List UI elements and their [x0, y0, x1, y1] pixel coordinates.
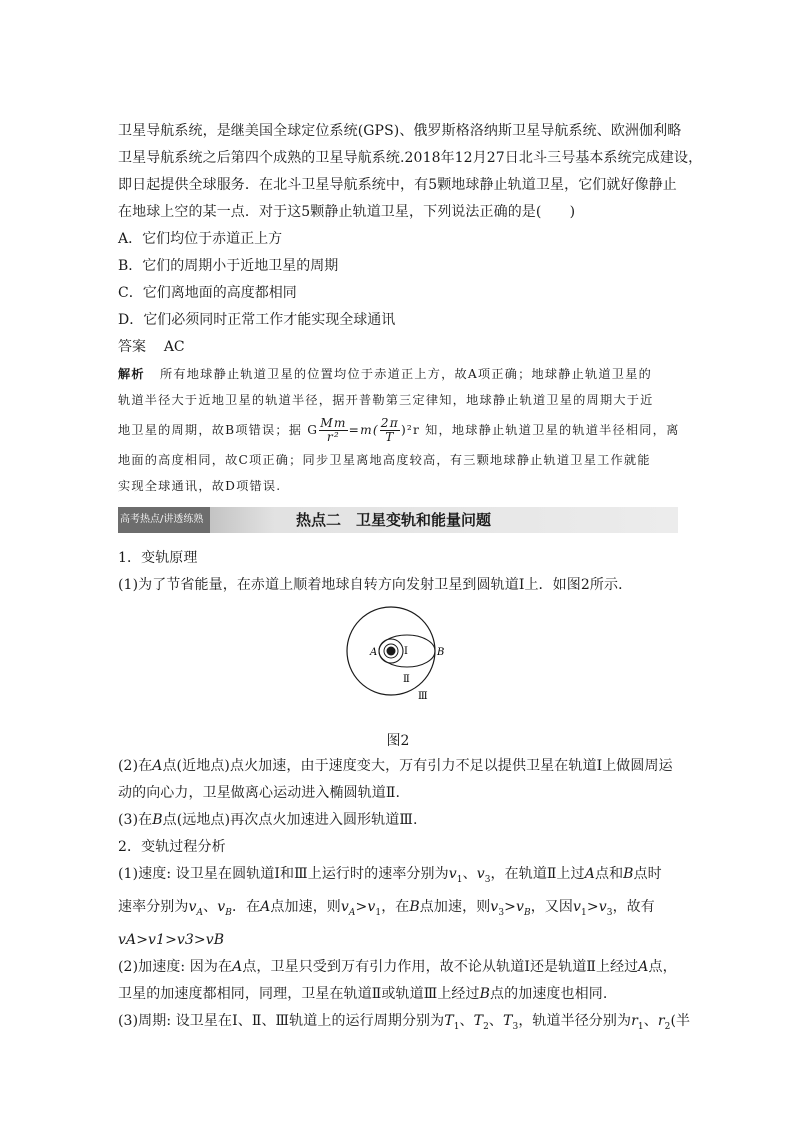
label-orbit-i: Ⅰ [404, 646, 408, 657]
section-header-bar [118, 507, 678, 533]
text: 点(远地点)再次点火加速进入圆形轨道Ⅲ. [162, 812, 418, 828]
point-b: B [623, 866, 634, 882]
part2-heading: 2．变轨过程分析 [118, 839, 226, 855]
text: 点时 [633, 866, 662, 882]
var-v3: v [476, 866, 485, 882]
equation-text: =m( [348, 423, 379, 437]
text: (2)在 [118, 758, 153, 774]
analysis-text: 地卫星的周期，故B项错误；据 G [118, 423, 319, 437]
point-b: B [409, 898, 420, 915]
text: ，在 [381, 898, 410, 915]
text: (半 [670, 1012, 691, 1029]
point-b: B [479, 985, 491, 1002]
option-b: B．它们的周期小于近地卫星的周期 [118, 258, 339, 274]
point-a: A [638, 958, 649, 975]
part1-paragraph: (1)为了节省能量，在赤道上顺着地球自转方向发射卫星到圆轨道Ⅰ上．如图2所示． [118, 577, 633, 593]
text: 点的加速度也相同. [490, 985, 608, 1002]
point-a: A [152, 758, 163, 774]
point-a: A [232, 958, 243, 975]
point-a: A [260, 898, 271, 915]
text: ，轨道半径分别为 [518, 1012, 632, 1029]
analysis-line: 轨道半径大于近地卫星的轨道半径，据开普勒第三定律知，地球静止轨道卫星的周期大于近 [118, 393, 654, 407]
text: 速率分别为 [118, 898, 189, 915]
text: (2)加速度: 因为在 [118, 958, 233, 975]
analysis-line [118, 361, 678, 387]
analysis-line: 实现全球通讯，故D项错误. [118, 479, 282, 493]
velocity-line: (1)速度: 设卫星在圆轨道Ⅰ和Ⅲ上运行时的速率分别为$v_1$、$v_3$，在轨道Ⅱ上过A点和B点时 [118, 866, 662, 885]
fraction-denominator: r² [326, 430, 340, 444]
point-b: B [152, 812, 163, 828]
analysis-block [118, 361, 678, 499]
text: ，在轨道Ⅱ上过 [490, 866, 585, 882]
var-v1: v [448, 866, 457, 882]
text: (3)在 [118, 812, 153, 828]
question-line: 卫星导航系统之后第四个成熟的卫星导航系统.2018年12月27日北斗三号基本系统完成建设， [118, 150, 703, 166]
point-a: A [584, 866, 595, 882]
analysis-line: 地面的高度相同，故C项正确；同步卫星离地高度较高，有三颗地球静止轨道卫星工作就能 [118, 453, 651, 467]
answer-label: 答案 [118, 339, 146, 355]
question-line: 卫星导航系统，是继美国全球定位系统(GPS)、俄罗斯格洛纳斯卫星导航系统、欧洲伽利略 [118, 123, 682, 139]
velocity-line: 速率分别为$v_A$、$v_B$．在A点加速，则$v_A>v_1$，在B点加速，则$v_3>v_B$，又因$v_1>v_3$，故有 [118, 898, 655, 918]
label-a: A [370, 647, 378, 658]
question-options [118, 226, 678, 334]
page-content [118, 118, 703, 1040]
question-line: 即日起提供全球服务．在北斗卫星导航系统中，有5颗地球静止轨道卫星，它们就好像静止 [118, 177, 677, 193]
label-orbit-ii: Ⅱ [403, 674, 410, 685]
answer-line [118, 334, 678, 361]
orbit-diagram [346, 599, 450, 729]
part1-paragraph: 动的向心力，卫星做离心运动进入椭圆轨道Ⅱ. [118, 785, 401, 801]
fraction-2pi-t [380, 417, 400, 444]
analysis-text: 所有地球静止轨道卫星的位置均位于赤道正上方，故A项正确；地球静止轨道卫星的 [160, 367, 652, 381]
option-d: D．它们必须同时正常工作才能实现全球通讯 [118, 312, 396, 328]
text: ，又因 [530, 898, 574, 915]
text: 点(近地点)点火加速，由于速度变大，万有引力不足以提供卫星在轨道Ⅰ上做圆周运 [162, 758, 673, 774]
analysis-line-formula [118, 413, 678, 447]
fraction-numerator: Mm [320, 416, 347, 430]
question-line: 在地球上空的某一点．对于这5颗静止轨道卫星，下列说法正确的是( ) [118, 204, 576, 220]
question-stem [118, 118, 703, 226]
text: 点和 [594, 866, 624, 882]
part1-heading: 1．变轨原理 [118, 550, 198, 566]
text: 点，卫星只受到万有引力作用，故不论从轨道Ⅰ还是轨道Ⅱ上经过 [242, 958, 639, 975]
text: ．在 [231, 898, 261, 915]
figure-caption: 图2 [386, 733, 410, 749]
label-b: B [437, 647, 445, 658]
velocity-relation: vA>v1>v3>vB [118, 931, 225, 948]
part1-paragraph [118, 807, 678, 834]
text: ，故有 [612, 898, 655, 915]
label-orbit-iii: Ⅲ [418, 691, 428, 702]
option-a: A．它们均位于赤道正上方 [118, 231, 283, 247]
orbit-figure [118, 599, 678, 729]
acceleration-line [118, 954, 678, 981]
fraction-denominator: T [385, 430, 395, 444]
acceleration-line [118, 981, 678, 1008]
fraction-mm-r2 [319, 417, 347, 444]
section-title: 热点二 卫星变轨和能量问题 [296, 511, 492, 529]
text: (3)周期: 设卫星在Ⅰ、Ⅱ、Ⅲ轨道上的运行周期分别为 [118, 1012, 445, 1029]
earth-core [387, 647, 396, 656]
analysis-lead: 解析 [118, 367, 145, 381]
text: 点加速，则 [270, 898, 341, 915]
fraction-numerator: 2π [380, 416, 399, 430]
option-c: C．它们离地面的高度都相同 [118, 285, 297, 301]
period-line: (3)周期: 设卫星在Ⅰ、Ⅱ、Ⅲ轨道上的运行周期分别为$T_1$、$T_2$、$T_3$，轨道半径分别为$r_1$、$r_2$(半 [118, 1012, 691, 1032]
part1-paragraph [118, 753, 678, 780]
analysis-text: )²r 知，地球静止轨道卫星的轨道半径相同，离 [400, 423, 680, 437]
text: 点， [648, 958, 677, 975]
section-tag: 高考热点/讲透练熟 [118, 507, 210, 533]
answer-value: AC [163, 339, 185, 355]
text: (1)速度: 设卫星在圆轨道Ⅰ和Ⅲ上运行时的速率分别为 [118, 866, 449, 882]
text: 点加速，则 [419, 898, 491, 915]
text: 卫星的加速度都相同，同理，卫星在轨道Ⅱ或轨道Ⅲ上经过 [118, 985, 480, 1002]
